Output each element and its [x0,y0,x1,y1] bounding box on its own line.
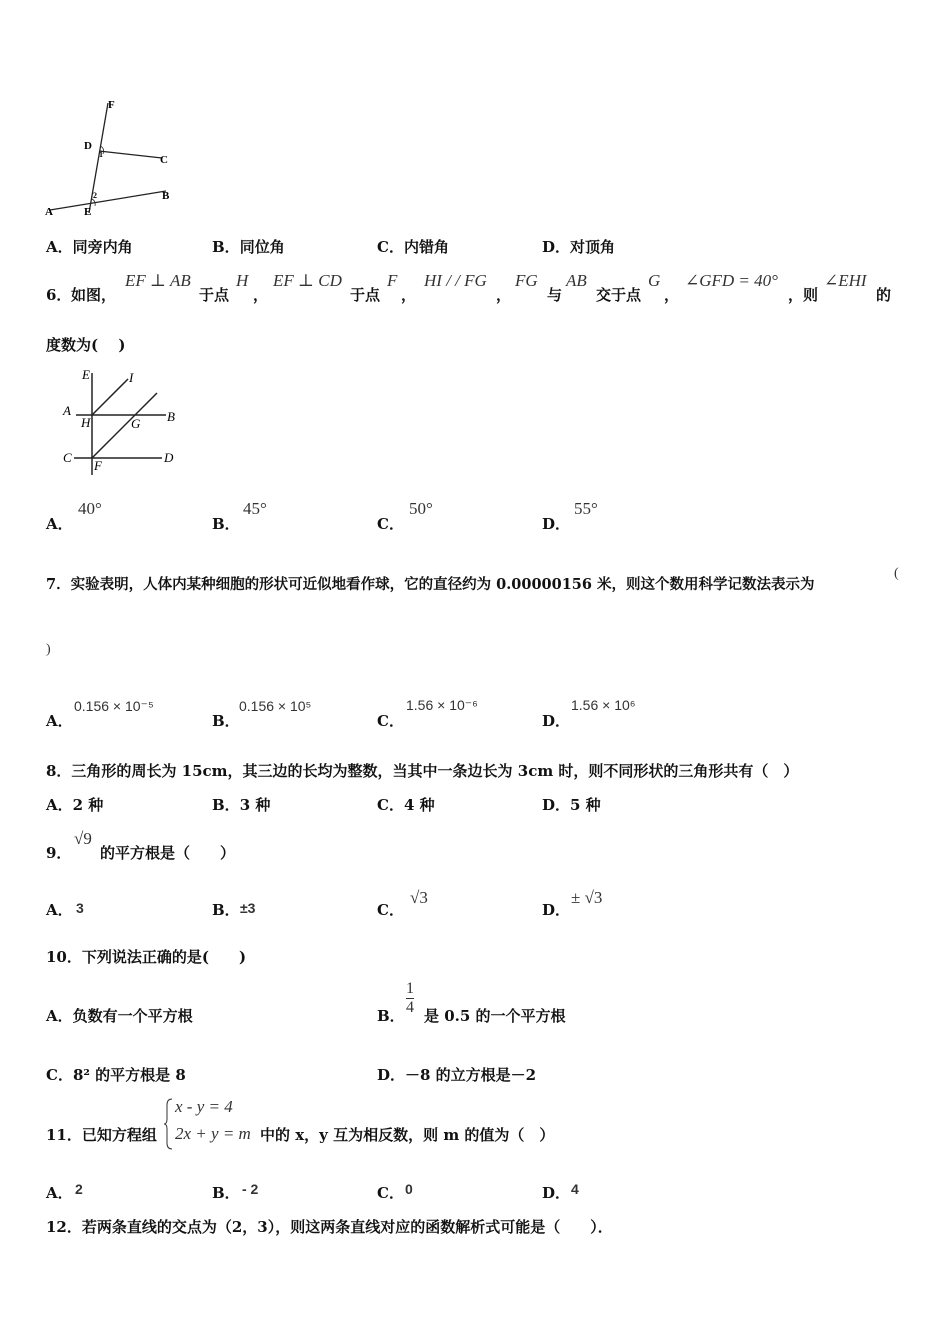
q6-text-3: 于点 [350,286,381,304]
q8-option-c: C．4 种 [377,796,435,814]
figure-q5-angles [40,95,180,225]
q10-option-d: D．－8 的立方根是－2 [377,1066,537,1084]
q6-math-f: F [387,271,398,290]
fig6-label-F: F [94,458,102,473]
q11-option-c: C． [377,1184,404,1202]
q7-open-paren: ( [894,566,899,581]
q6-option-b-value: 45° [243,499,267,518]
q6-math-ef-perp-ab: EF ⊥ AB [125,271,191,290]
fig5-label-E: E [84,206,92,218]
q5-option-d: D．对顶角 [542,238,616,256]
q6-option-b: B． [212,515,240,533]
q5-option-b: B．同位角 [212,238,285,256]
q6-math-h: H [236,271,249,290]
q10-option-c: C．8² 的平方根是 8 [46,1066,186,1084]
fig6-label-D: D [164,450,174,465]
q7-option-a-value: 0.156 × 10⁻⁵ [74,698,154,714]
q11-system-brace [164,1097,174,1151]
q10-option-b-letter: B． [377,1007,405,1025]
q7-option-b: B． [212,712,240,730]
q6-option-a: A． [46,515,73,533]
q9-option-d: D． [542,901,571,919]
q6-comma-3: ， [496,286,512,304]
q11-option-b: B． [212,1184,240,1202]
q6-option-d: D． [542,515,571,533]
q6-math-hi-parallel-fg: HI / / FG [424,271,487,290]
q11-option-d-value: 4 [571,1181,579,1197]
q6-text-6: ，则 [788,286,819,304]
q6-line-2: 度数为( ) [46,336,126,354]
q7-stem: 7．实验表明，人体内某种细胞的形状可近似地看作球，它的直径约为 0.00000156 米，则这个数用科学记数法表示为 [46,576,815,593]
q10-option-b-text: 是 0.5 的一个平方根 [424,1007,566,1025]
q7-option-b-value: 0.156 × 10⁵ [239,698,312,714]
q7-option-d-value: 1.56 × 10⁶ [571,697,636,713]
q7-option-c: C． [377,712,404,730]
q6-math-angle-gfd: ∠GFD = 40° [685,271,778,290]
fig6-label-B: B [167,409,175,424]
fig6-label-H: H [81,415,91,430]
q6-math-angle-ehi: ∠EHI [824,271,867,290]
q6-option-c-value: 50° [409,499,433,518]
q7-option-c-value: 1.56 × 10⁻⁶ [406,697,478,713]
q9-option-a-value: 3 [76,900,84,916]
q11-equation-1: x - y = 4 [175,1097,233,1116]
q9-option-c-value: √3 [410,888,428,907]
q10-fraction-numerator: 1 [406,980,414,997]
q12-stem: 12．若两条直线的交点为（2，3），则这两条直线对应的函数解析式可能是（ ）． [46,1218,613,1236]
q6-option-a-value: 40° [78,499,102,518]
q6-comma-4: ， [664,286,680,304]
q6-text-4: 与 [547,286,563,304]
q6-comma-2: ， [401,286,417,304]
q6-option-d-value: 55° [574,499,598,518]
fig6-label-I: I [129,370,134,385]
q8-option-d: D．5 种 [542,796,601,814]
q9-stem: 的平方根是（ ） [100,844,236,862]
q6-math-ef-perp-cd: EF ⊥ CD [273,271,342,290]
fig5-label-C: C [160,154,168,166]
q9-option-a: A． [46,901,73,919]
q7-option-d: D． [542,712,571,730]
fig6-label-C: C [63,450,72,465]
q9-number: 9． [46,844,72,862]
q7-close-paren: ) [46,642,51,657]
q11-option-c-value: 0 [405,1181,413,1197]
q8-option-a: A．2 种 [46,796,104,814]
fig5-label-angle1: 1 [99,150,103,159]
q9-radical: √9 [74,829,92,848]
q9-option-b: B． [212,901,240,919]
q11-number: 11．已知方程组 [46,1126,157,1144]
fig5-label-angle2: 2 [93,191,97,200]
q8-option-b: B．3 种 [212,796,271,814]
q11-stem: 中的 x，y 互为相反数，则 m 的值为（ ） [260,1126,555,1144]
q6-text-1: 如图， [71,286,117,304]
q8-stem: 8．三角形的周长为 15cm，其三边的长均为整数，当其中一条边长为 3cm 时，则不同形状的三角形共有（ ） [46,762,799,780]
q6-comma-1: ， [253,286,269,304]
q6-math-ab: AB [566,271,587,290]
q6-text-5: 交于点 [596,286,642,304]
q5-option-c: C．内错角 [377,238,449,256]
q7-option-a: A． [46,712,73,730]
q11-option-d: D． [542,1184,571,1202]
q9-option-b-value: ±3 [240,900,256,916]
fig5-label-F: F [108,99,115,111]
q10-fraction-denominator: 4 [406,999,414,1016]
figure-q6-lines [58,365,188,480]
fig5-label-B: B [162,190,170,202]
fig6-label-G: G [131,416,141,431]
q5-option-a: A．同旁内角 [46,238,133,256]
q10-option-b-fraction [406,980,414,1017]
q9-option-c: C． [377,901,404,919]
q11-option-b-value: - 2 [242,1181,259,1197]
q11-equation-2: 2x + y = m [175,1124,251,1143]
q6-option-c: C． [377,515,404,533]
fig6-label-E: E [82,367,90,382]
q11-option-a: A． [46,1184,73,1202]
fig5-label-D: D [84,140,92,152]
q11-option-a-value: 2 [75,1181,83,1197]
q6-math-fg: FG [515,271,538,290]
fig5-label-A: A [45,206,53,218]
q9-option-d-value: ± √3 [571,888,603,907]
q6-text-2: 于点 [199,286,230,304]
q10-stem: 10．下列说法正确的是( ) [46,948,247,966]
fig6-label-A: A [63,403,71,418]
q10-option-a: A．负数有一个平方根 [46,1007,193,1025]
q6-number: 6． [46,286,72,304]
q6-text-7: 的 [876,286,892,304]
q6-math-g: G [648,271,661,290]
